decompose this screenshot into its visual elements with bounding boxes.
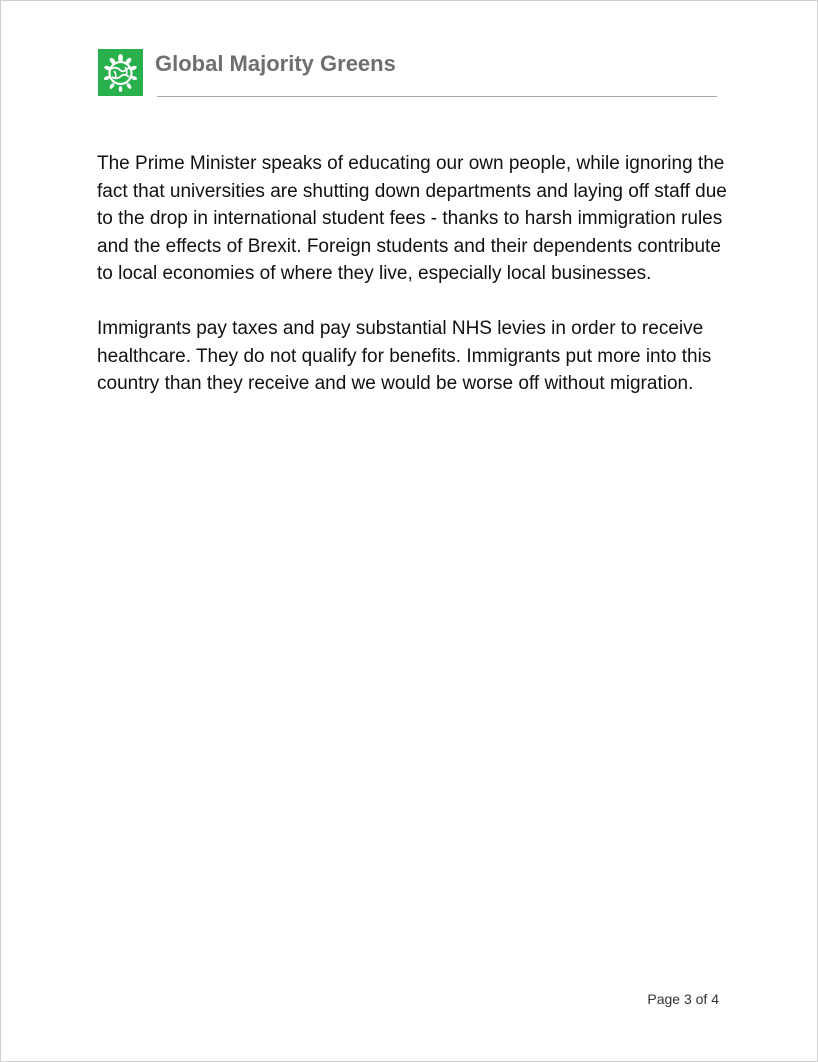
green-party-globe-icon: [98, 49, 143, 96]
letterhead: [98, 49, 718, 99]
header-divider: [157, 96, 717, 97]
page-number: Page 3 of 4: [647, 991, 719, 1007]
letter-body: [97, 150, 727, 425]
body-paragraph: Immigrants pay taxes and pay substantial NHS levies in order to receive healthcare. They do not qualify for benefits. Immigrants put more into this country than they receive and we would be worse off without migration.: [97, 318, 712, 394]
organization-name: Global Majority Greens: [155, 51, 396, 76]
body-paragraph: The Prime Minister speaks of educating our own people, while ignoring the fact that universities are shutting down departments and laying off staff due to the drop in international student fees - thanks to harsh immigration rules and the effects of Brexit. Foreign students and their dependents contribute to local economies of where they live, especially local businesses.: [97, 153, 727, 284]
